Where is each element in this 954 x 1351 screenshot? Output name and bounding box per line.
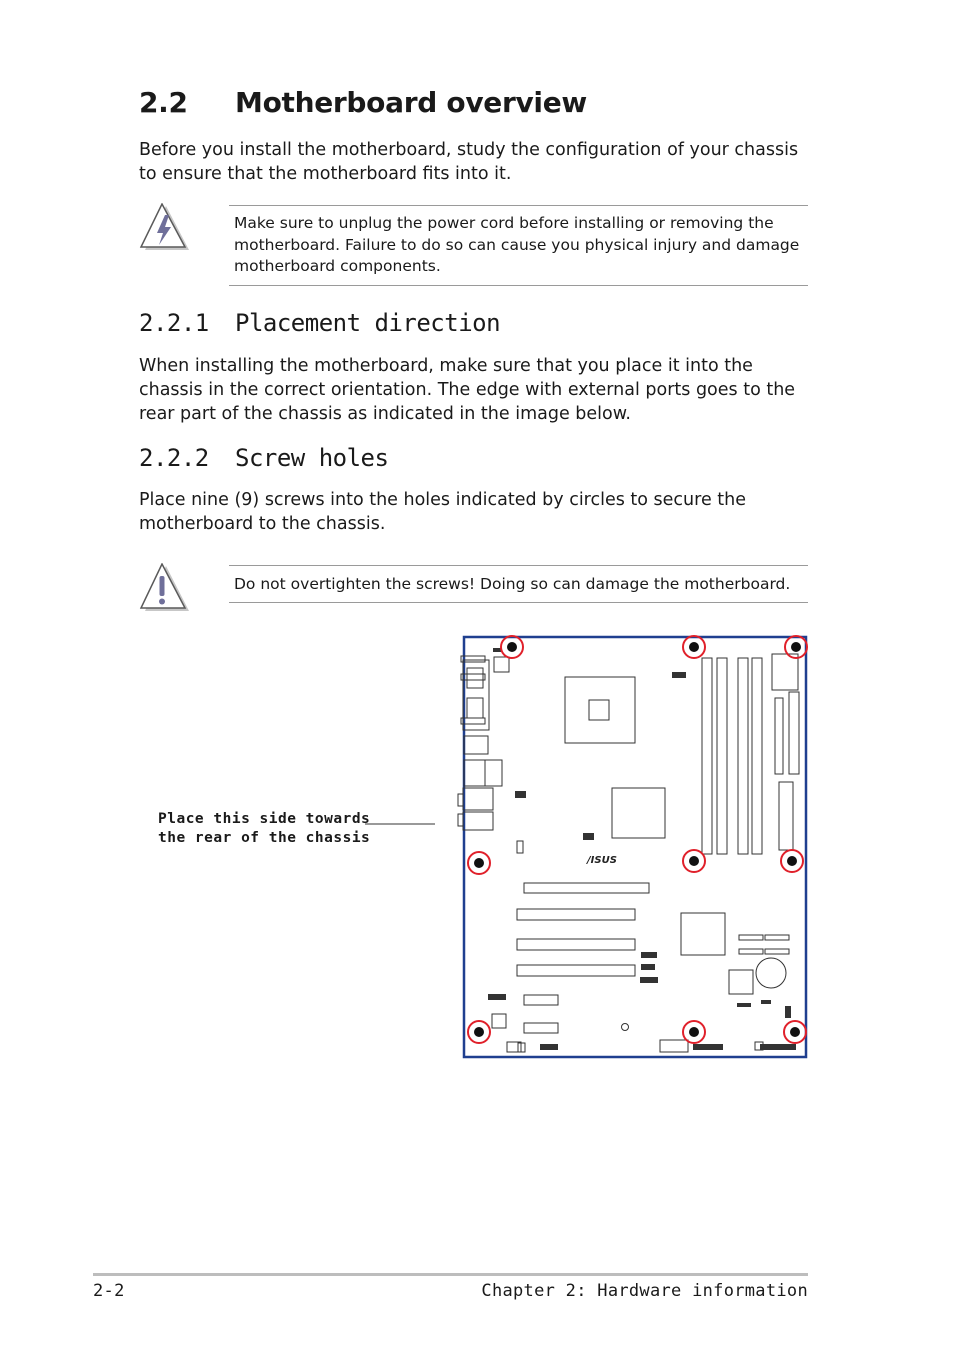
header-pins xyxy=(641,964,655,970)
label-leader-line xyxy=(365,822,437,826)
screw-hole xyxy=(474,858,484,868)
screw-hole xyxy=(689,642,699,652)
io-port xyxy=(464,760,502,786)
subsection-number: 2.2.1 xyxy=(139,309,209,337)
dimm-slot xyxy=(702,658,712,854)
header-pins xyxy=(785,1006,791,1018)
caution-warning-icon xyxy=(139,563,191,615)
header-pins xyxy=(488,994,506,1000)
dimm-slot xyxy=(717,658,727,854)
header-pins xyxy=(641,952,657,958)
motherboard-diagram xyxy=(455,630,810,1062)
screw-hole xyxy=(791,642,801,652)
screw-hole xyxy=(689,856,699,866)
pci-slot xyxy=(517,939,635,950)
footer-rule xyxy=(93,1273,808,1276)
audio-port xyxy=(463,812,493,830)
screw-hole xyxy=(474,1027,484,1037)
header-pins xyxy=(583,833,594,840)
header-pins xyxy=(693,1044,723,1050)
pci-slot xyxy=(517,965,635,976)
rear-side-label xyxy=(158,810,370,848)
io-port xyxy=(464,736,488,754)
section-title: Motherboard overview xyxy=(235,86,587,119)
screw-holes xyxy=(468,636,807,1043)
subsection-number: 2.2.2 xyxy=(139,444,209,472)
section-number: 2.2 xyxy=(139,86,188,119)
header-pins xyxy=(761,1000,771,1004)
sata-connector xyxy=(739,935,763,940)
bios-chip xyxy=(729,970,753,994)
note-screws-caution: Do not overtighten the screws! Doing so can damage the motherboard. xyxy=(229,565,808,603)
note-power-warning: Make sure to unplug the power cord before installing or removing the motherboard. Failure to do so can cause you physical injury and damage motherboard components. xyxy=(229,205,808,286)
subsection-heading-placement xyxy=(139,309,500,337)
screw-hole xyxy=(507,642,517,652)
subsection-title: Placement direction xyxy=(235,309,501,337)
cmos-battery xyxy=(756,958,786,988)
chapter-title: Chapter 2: Hardware information xyxy=(481,1281,808,1301)
screw-holes-paragraph: Place nine (9) screws into the holes indicated by circles to secure the motherboard to the chassis. xyxy=(139,490,747,534)
sata-connector xyxy=(739,949,763,954)
sata-connector xyxy=(765,935,789,940)
dimm-slot xyxy=(738,658,748,854)
header-pins xyxy=(493,648,501,652)
electric-shock-warning-icon xyxy=(139,203,191,255)
ide-connector xyxy=(789,692,799,774)
cpu-socket xyxy=(565,677,635,743)
pci-express-slot xyxy=(524,883,649,893)
audio-port xyxy=(463,788,493,810)
header-pins xyxy=(640,977,658,983)
subsection-title: Screw holes xyxy=(235,444,389,472)
subsection-heading-screw-holes xyxy=(139,444,388,472)
pci-slot xyxy=(517,909,635,920)
sata-connector xyxy=(765,949,789,954)
cpu-core xyxy=(589,700,609,720)
floppy-connector xyxy=(779,782,793,850)
header-pins xyxy=(515,791,526,798)
northbridge-chip xyxy=(612,788,665,838)
header-pins xyxy=(672,672,686,678)
atx-power-connector xyxy=(772,654,798,690)
section-heading xyxy=(139,86,587,119)
screw-hole xyxy=(787,856,797,866)
southbridge-chip xyxy=(681,913,725,955)
screw-hole xyxy=(790,1027,800,1037)
screw-hole xyxy=(689,1027,699,1037)
intro-paragraph: Before you install the motherboard, study the configuration of your chassis to ensure that the motherboard fits into it. xyxy=(139,140,799,184)
rear-side-label-line2: the rear of the chassis xyxy=(158,830,371,846)
dimm-slot xyxy=(752,658,762,854)
page-number: 2-2 xyxy=(93,1281,125,1301)
placement-paragraph: When installing the motherboard, make sure that you place it into the chassis in the correct orientation. The edge with external ports goes to the rear part of the chassis as indicated in the image below. xyxy=(139,356,796,424)
header-pins xyxy=(760,1044,796,1050)
brand-logo: /ISUS xyxy=(587,855,617,866)
header-pins xyxy=(737,1003,751,1007)
header-pins xyxy=(540,1044,558,1050)
rear-side-label-line1: Place this side towards xyxy=(158,811,371,827)
